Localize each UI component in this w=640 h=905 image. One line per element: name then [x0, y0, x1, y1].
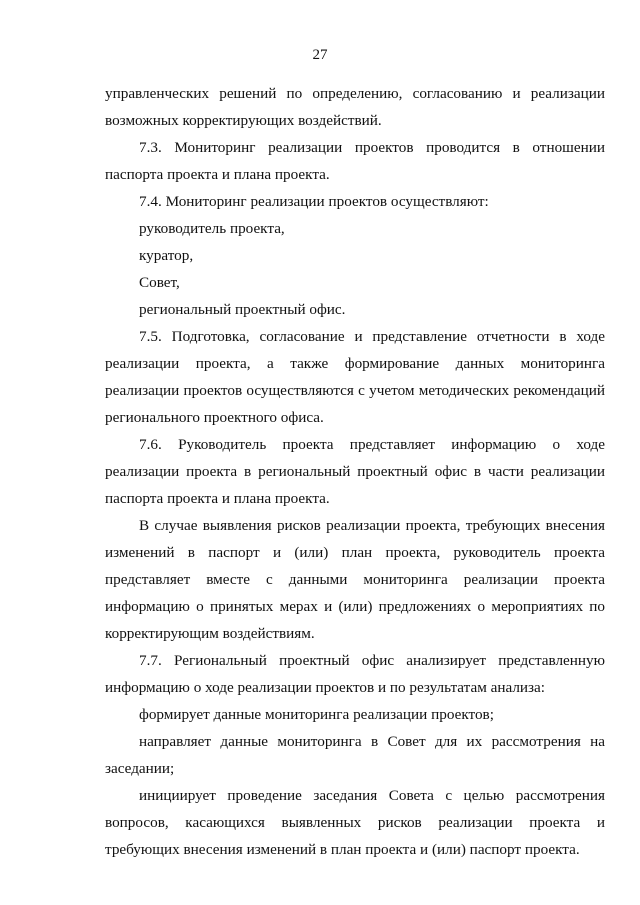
list-item: Совет,: [139, 274, 180, 291]
paragraph-7-7: 7.7. Региональный проектный офис анализирует представленную информацию о ходе реализации проектов и по результатам анализа:: [105, 652, 605, 696]
list-item: руководитель проекта,: [139, 220, 285, 237]
page-number: 27: [312, 47, 328, 63]
list-item: региональный проектный офис.: [139, 301, 346, 318]
paragraph-action-initiate: инициирует проведение заседания Совета с целью рассмотрения вопросов, касающихся выявленных рисков реализации проекта и требующих внесения изменений в план проекта и (или) паспорт проекта.: [105, 787, 605, 858]
paragraph-7-4: 7.4. Мониторинг реализации проектов осуществляют:: [139, 193, 489, 210]
paragraph-continuation: управленческих решений по определению, согласованию и реализации возможных корректирующих воздействий.: [105, 85, 605, 129]
paragraph-action-send: направляет данные мониторинга в Совет для их рассмотрения на заседании;: [105, 733, 605, 777]
paragraph-7-3: 7.3. Мониторинг реализации проектов проводится в отношении паспорта проекта и плана проекта.: [105, 139, 605, 183]
paragraph-7-5: 7.5. Подготовка, согласование и представление отчетности в ходе реализации проекта, а также формирование данных мониторинга реализации проектов осуществляются с учетом методических рекомендаций регионального проектного офиса.: [105, 328, 605, 426]
paragraph-risks: В случае выявления рисков реализации проекта, требующих внесения изменений в паспорт и (или) план проекта, руководитель проекта представляет вместе с данными мониторинга реализации проекта информацию о принятых мерах и (или) предложениях о мероприятиях по корректирующим воздействиям.: [105, 517, 605, 642]
paragraph-7-6: 7.6. Руководитель проекта представляет информацию о ходе реализации проекта в региональный проектный офис в части реализации паспорта проекта и плана проекта.: [105, 436, 605, 507]
list-item: куратор,: [139, 247, 194, 264]
document-body: [105, 80, 605, 863]
paragraph-action-form: формирует данные мониторинга реализации проектов;: [139, 706, 494, 723]
